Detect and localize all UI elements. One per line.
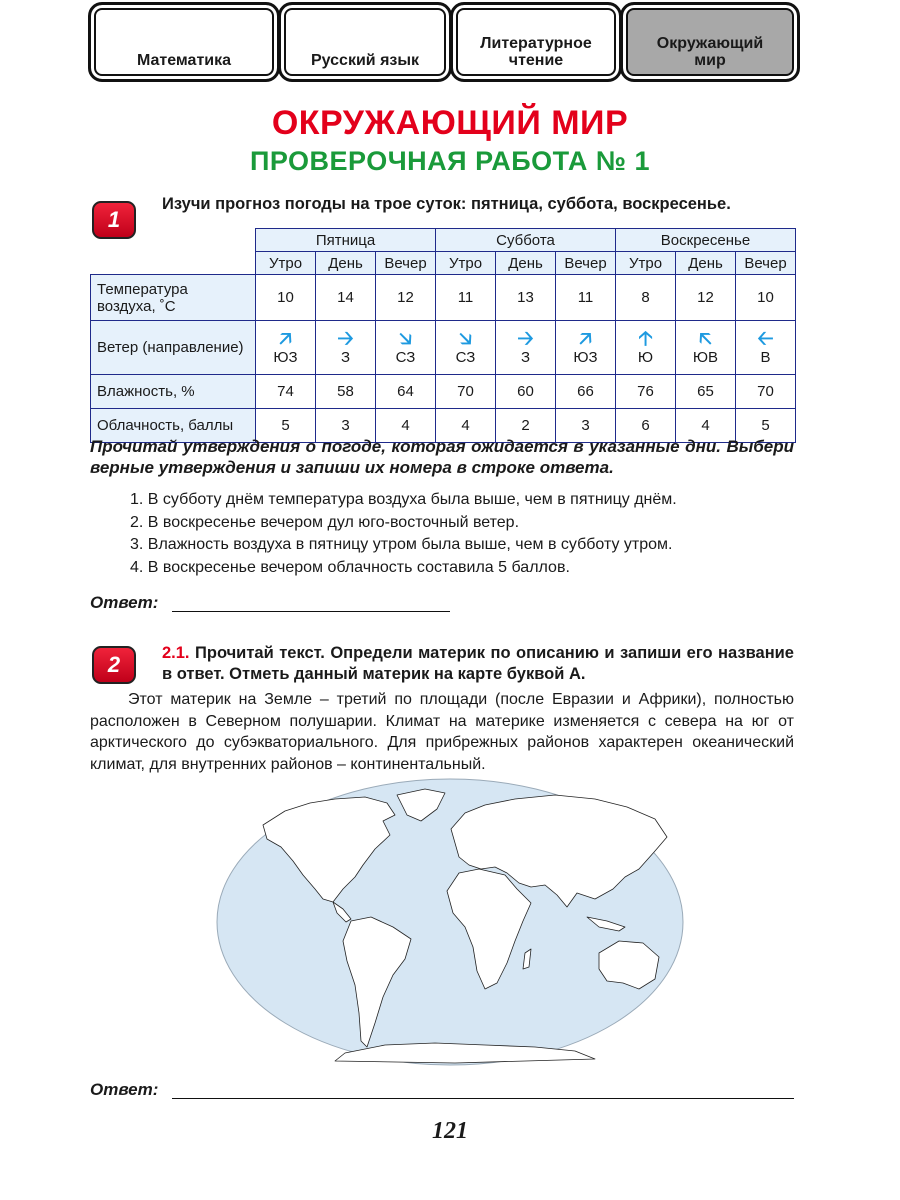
- answer-line[interactable]: [172, 1080, 794, 1099]
- task-number-badge: 2: [92, 646, 136, 684]
- humidity-cell: 60: [496, 375, 556, 409]
- humidity-cell: 58: [316, 375, 376, 409]
- tab-label: мир: [694, 52, 726, 69]
- row-header-temperature: [91, 275, 256, 321]
- tab-label: Литературное: [480, 35, 592, 52]
- clouds-cell: 4: [376, 409, 436, 443]
- temperature-cell: 12: [376, 275, 436, 321]
- wind-cell: [736, 321, 796, 375]
- row-label: воздуха, ˚С: [97, 297, 176, 315]
- wind-cell: [496, 321, 556, 375]
- tab-russian[interactable]: [278, 2, 452, 82]
- humidity-cell: 70: [736, 375, 796, 409]
- time-header: Вечер: [376, 252, 436, 275]
- page-subtitle: ПРОВЕРОЧНАЯ РАБОТА № 1: [249, 146, 651, 176]
- clouds-cell: 3: [316, 409, 376, 443]
- wind-cell: [436, 321, 496, 375]
- time-header: Вечер: [736, 252, 796, 275]
- statement-item: 1. В субботу днём температура воздуха была выше, чем в пятницу днём.: [130, 491, 677, 508]
- n-arrow-icon: 🡡: [638, 327, 653, 350]
- world-map[interactable]: [215, 777, 685, 1067]
- wind-direction: В: [760, 348, 771, 366]
- wind-direction: ЮЗ: [273, 348, 298, 366]
- humidity-cell: 64: [376, 375, 436, 409]
- tab-label: Математика: [136, 52, 232, 69]
- e-arrow-icon: 🡢: [337, 327, 354, 350]
- task-number-badge: 1: [92, 201, 136, 239]
- wind-direction: ЮВ: [692, 348, 719, 366]
- clouds-cell: 5: [736, 409, 796, 443]
- subtask-number: 2.1.: [162, 644, 190, 662]
- task2-heading: [162, 643, 794, 685]
- nw-arrow-icon: 🡤: [699, 327, 712, 350]
- humidity-cell: 66: [556, 375, 616, 409]
- wind-direction: З: [340, 348, 351, 366]
- weather-table: [90, 228, 796, 443]
- answer-label: Ответ:: [90, 593, 159, 612]
- row-header-clouds: Облачность, баллы: [91, 409, 256, 443]
- temperature-cell: 10: [736, 275, 796, 321]
- row-header-wind: Ветер (направление): [91, 321, 256, 375]
- subtask-text: Прочитай текст. Определи материк по описанию и запиши его название в ответ. Отметь данный материк на карте буквой А.: [162, 644, 794, 683]
- wind-direction: З: [520, 348, 531, 366]
- answer-line[interactable]: [172, 593, 450, 612]
- tab-label: чтение: [508, 52, 564, 69]
- row-header-humidity: Влажность, %: [91, 375, 256, 409]
- temperature-cell: 13: [496, 275, 556, 321]
- se-arrow-icon: 🡦: [399, 327, 412, 350]
- wind-cell: [256, 321, 316, 375]
- time-header: Утро: [256, 252, 316, 275]
- humidity-cell: 65: [676, 375, 736, 409]
- clouds-cell: 6: [616, 409, 676, 443]
- tab-label: Окружающий: [656, 35, 764, 52]
- day-header: Суббота: [436, 229, 616, 252]
- humidity-cell: 76: [616, 375, 676, 409]
- time-header: День: [316, 252, 376, 275]
- statement-list: [130, 489, 677, 579]
- statement-item: 3. Влажность воздуха в пятницу утром была выше, чем в субботу утром.: [130, 536, 673, 553]
- temperature-cell: 10: [256, 275, 316, 321]
- temperature-cell: 14: [316, 275, 376, 321]
- time-header: Утро: [616, 252, 676, 275]
- page-number: 121: [432, 1118, 468, 1144]
- temperature-cell: 8: [616, 275, 676, 321]
- wind-cell: [616, 321, 676, 375]
- task1-heading: Изучи прогноз погоды на трое суток: пятница, суббота, воскресенье.: [162, 195, 731, 213]
- ne-arrow-icon: 🡥: [279, 327, 292, 350]
- tab-label: Русский язык: [310, 52, 420, 69]
- tab-mathematics[interactable]: [88, 2, 280, 82]
- clouds-cell: 4: [436, 409, 496, 443]
- task2-text: Этот материк на Земле – третий по площади (после Евразии и Африки), полностью расположен в Северном полушарии. Климат на материке изменяется с севера на юг от арктического до субэкваториального. Для прибрежных районов характерен океанический климат, для внутренних районов – континентальный.: [90, 691, 794, 773]
- row-label: Температура: [97, 280, 188, 298]
- clouds-cell: 5: [256, 409, 316, 443]
- humidity-cell: 74: [256, 375, 316, 409]
- statement-item: 4. В воскресенье вечером облачность составила 5 баллов.: [130, 558, 570, 576]
- temperature-cell: 11: [556, 275, 616, 321]
- tab-literary-reading[interactable]: [450, 2, 622, 82]
- subject-tabs: [88, 2, 800, 84]
- temperature-cell: 11: [436, 275, 496, 321]
- tab-environment[interactable]: [620, 2, 800, 82]
- time-header: Утро: [436, 252, 496, 275]
- time-header: Вечер: [556, 252, 616, 275]
- time-header: День: [496, 252, 556, 275]
- temperature-cell: 12: [676, 275, 736, 321]
- page-title: ОКРУЖАЮЩИЙ МИР: [271, 104, 629, 142]
- clouds-cell: 4: [676, 409, 736, 443]
- wind-cell: [316, 321, 376, 375]
- wind-direction: СЗ: [455, 348, 476, 366]
- clouds-cell: 3: [556, 409, 616, 443]
- clouds-cell: 2: [496, 409, 556, 443]
- wind-cell: [376, 321, 436, 375]
- statement-item: 2. В воскресенье вечером дул юго-восточный ветер.: [130, 513, 520, 531]
- task1-instruction: Прочитай утверждения о погоде, которая ожидается в указанные дни. Выбери верные утверждения и запиши их номера в строке ответа.: [90, 437, 794, 477]
- e-arrow-icon: 🡢: [517, 327, 534, 350]
- wind-cell: [556, 321, 616, 375]
- time-header: День: [676, 252, 736, 275]
- wind-direction: ЮЗ: [573, 348, 598, 366]
- day-header: Пятница: [256, 229, 436, 252]
- answer-label: Ответ:: [90, 1080, 159, 1099]
- wind-direction: СЗ: [395, 348, 416, 366]
- day-header: Воскресенье: [616, 229, 796, 252]
- wind-direction: Ю: [637, 348, 654, 366]
- wind-cell: [676, 321, 736, 375]
- se-arrow-icon: 🡦: [459, 327, 472, 350]
- ne-arrow-icon: 🡥: [579, 327, 592, 350]
- humidity-cell: 70: [436, 375, 496, 409]
- w-arrow-icon: 🡠: [757, 327, 774, 350]
